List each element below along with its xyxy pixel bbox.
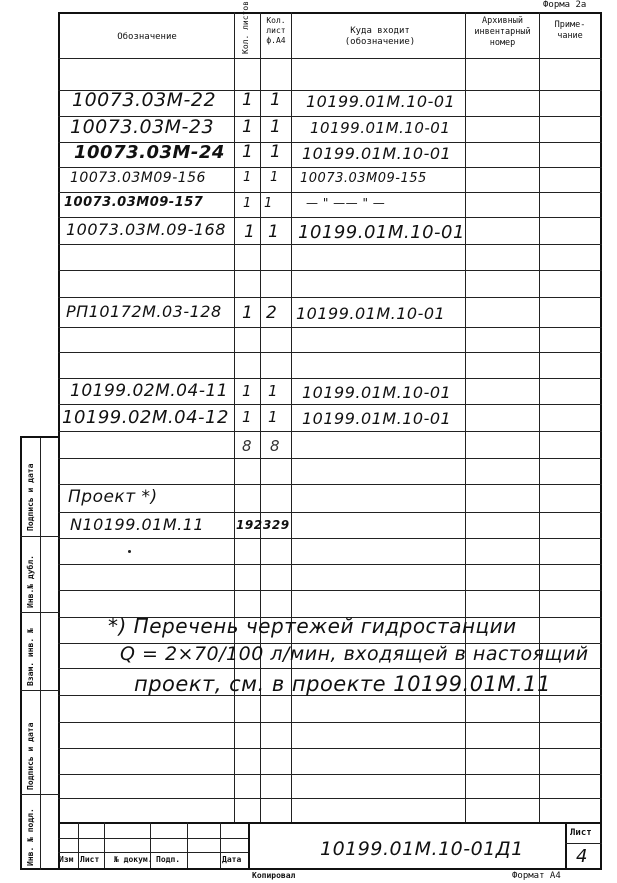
- row-a4: 1: [268, 408, 279, 426]
- footnote-line-3: проект, см. в проекте 10199.01М.11: [134, 672, 551, 696]
- row-a4: 2: [266, 303, 278, 323]
- project-label: Проект *): [68, 487, 158, 507]
- side-label-sign-date-1: Подпись и дата: [26, 463, 35, 531]
- header-qty-sheets-label: Кол. листов: [241, 1, 250, 54]
- row-where: 10199.01М.10-01: [298, 222, 465, 243]
- row-where: 10199.01М.10-01: [302, 409, 452, 428]
- row-sheets: 1: [242, 408, 253, 426]
- row-sheets: 1: [243, 196, 252, 211]
- row-sheets: 1: [242, 382, 253, 400]
- format-label: Формат А4: [512, 871, 561, 881]
- row-designation: 10073.03М09-156: [70, 170, 206, 186]
- header-designation: Обозначение: [117, 32, 177, 42]
- row-designation: 10073.03М.09-168: [66, 220, 226, 239]
- total-sheets: 8: [242, 437, 253, 455]
- row-sheets: 1: [242, 90, 254, 110]
- project-sheets: 192: [236, 518, 263, 532]
- header-where-used: Куда входит (обозначение): [344, 26, 416, 47]
- total-a4: 8: [270, 437, 281, 455]
- doc-number: 10199.01М.10-01Д1: [320, 838, 524, 860]
- tb-col-sign: Подп.: [156, 855, 181, 864]
- sheet-number: 4: [576, 846, 588, 867]
- row-designation: 10199.02М.04-11: [70, 381, 229, 401]
- row-a4: 1: [268, 382, 279, 400]
- row-a4: 1: [270, 90, 282, 110]
- tb-col-izm: Изм: [59, 855, 74, 864]
- row-a4: 1: [270, 142, 282, 162]
- side-label-sign-date-2: Подпись и дата: [26, 722, 35, 790]
- row-sheets: 1: [242, 142, 254, 162]
- copied-label: Копировал: [252, 871, 296, 880]
- tb-col-doc: № докум.: [114, 855, 153, 864]
- row-sheets: 1: [242, 303, 254, 323]
- row-a4: 1: [268, 222, 280, 242]
- row-designation: 10199.02М.04-12: [62, 407, 229, 428]
- row-where: 10199.01М.10-01: [306, 92, 456, 111]
- row-designation: 10073.03М-22: [72, 89, 217, 111]
- footnote-line-2: Q = 2×70/100 л/мин, входящей в настоящий: [120, 643, 589, 665]
- row-designation: 10073.03М-23: [70, 116, 215, 138]
- tb-col-date: Дата: [222, 855, 242, 864]
- row-where: 10199.01М.10-01: [302, 144, 452, 163]
- side-label-inv-orig: Инв. № подл.: [26, 808, 35, 866]
- row-sheets: 1: [242, 117, 254, 137]
- row-where: 10073.03М09-155: [300, 171, 427, 186]
- row-sheets: 1: [243, 170, 252, 185]
- row-designation: 10073.03М-24: [74, 142, 225, 163]
- row-a4: 1: [264, 196, 273, 211]
- row-a4: 1: [270, 170, 279, 185]
- form-label: Форма 2а: [543, 0, 587, 10]
- side-label-replace-inv: Взам. инв. №: [26, 628, 35, 686]
- sheet-label: Лист: [570, 828, 592, 838]
- side-label-inv-dup: Инв.№ дубл.: [26, 555, 35, 608]
- header-archive: Архивный инвентарный номер: [474, 16, 531, 48]
- row-where: 10199.01М.10-01: [302, 383, 452, 402]
- ink-dot: [128, 550, 131, 553]
- row-a4: 1: [270, 117, 282, 137]
- row-designation: 10073.03М09-157: [64, 195, 204, 210]
- footnote-line-1: *) Перечень чертежей гидростанции: [108, 614, 517, 638]
- row-designation: РП10172М.03-128: [66, 302, 222, 321]
- header-qty-sheets: [236, 1, 260, 56]
- header-note: Приме- чание: [554, 20, 586, 41]
- header-qty-a4: Кол. лист ф.А4: [266, 16, 286, 45]
- row-where: 10199.01М.10-01: [310, 119, 451, 137]
- project-a4: 329: [263, 518, 290, 532]
- tb-col-list: Лист: [80, 855, 100, 864]
- row-where: 10199.01М.10-01: [296, 304, 446, 323]
- project-number: N10199.01М.11: [70, 515, 205, 534]
- row-where: — " —— " —: [306, 196, 386, 210]
- row-sheets: 1: [244, 222, 256, 242]
